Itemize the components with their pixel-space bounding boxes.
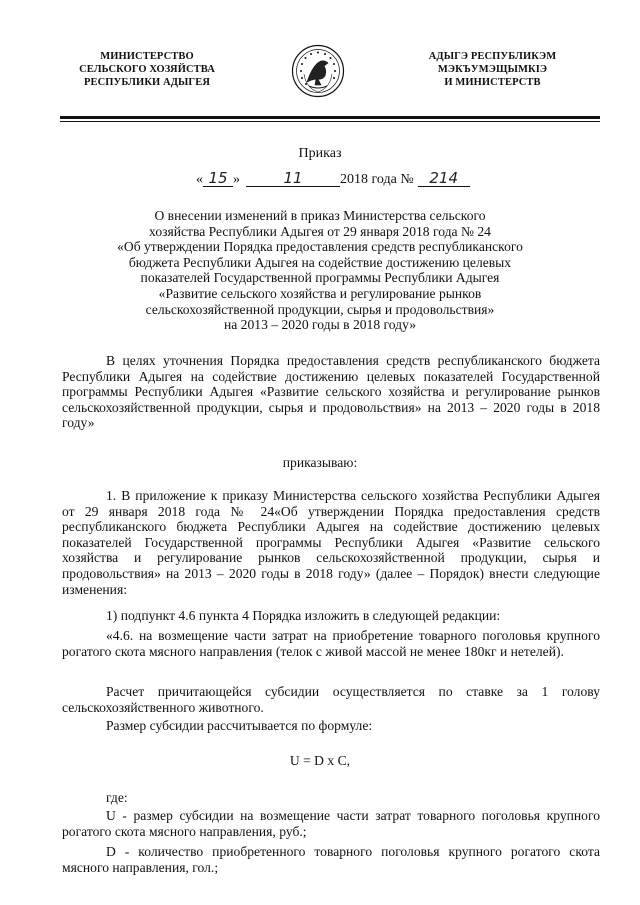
title-line: О внесении изменений в приказ Министерства сельского: [154, 208, 486, 223]
date-open-quote: «: [196, 172, 203, 187]
header-right-line: И МИНИСТЕРСТВ: [444, 77, 541, 88]
document-type: Приказ: [298, 146, 342, 161]
header-divider-thick: [60, 116, 600, 119]
calculation-paragraph: Расчет причитающейся субсидии осуществляется по ставке за 1 голову сельскохозяйственного животного.: [62, 684, 600, 715]
order-day: 15: [203, 170, 233, 187]
header-divider-thin: [60, 121, 600, 122]
ministry-name-adyghe: [405, 50, 580, 89]
title-line: сельскохозяйственной продукции, сырья и продовольствия»: [145, 301, 495, 317]
order-dateline: [196, 170, 470, 188]
definition-u-paragraph: U - размер субсидии на возмещение части затрат товарного поголовья крупного рогатого скота мясного направления, руб.;: [62, 808, 600, 839]
ministry-name-russian: [62, 50, 232, 89]
order-title: [90, 208, 550, 333]
clause-4-6-paragraph: «4.6. на возмещение части затрат на приобретение товарного поголовья крупного рогатого скота мясного направления (телок с живой массой не менее 180кг и нетелей).: [62, 628, 600, 659]
item-1-paragraph: 1. В приложение к приказу Министерства сельского хозяйства Республики Адыгея от 29 января 2018 года № 24«Об утверждении Порядка предоставления средств республиканского бюджета Республики Адыгея на содействие достижению целевых показателей Государственной программы Республики Адыгея «Развитие сельского хозяйства и регулирование рынков сельскохозяйственной продукции, сырья и продовольствия» на 2013 – 2020 годы в 2018 году» (далее – Порядок) внести следующие изменения:: [62, 488, 600, 597]
header-right-line: АДЫГЭ РЕСПУБЛИКЭМ: [428, 51, 557, 62]
order-month: 11: [246, 170, 340, 187]
header-left-line: СЕЛЬСКОГО ХОЗЯЙСТВА: [79, 64, 215, 75]
preamble-paragraph: В целях уточнения Порядка предоставления средств республиканского бюджета Республики Адыгея на содействие достижению целевых показателей Государственной программы Республики Адыгея «Развитие сельского хозяйства и регулирование рынков сельскохозяйственной продукции, сырья и продовольствия» на 2013 – 2020 годы в 2018 году»: [62, 353, 600, 431]
subsidy-formula: U = D x C,: [289, 753, 351, 768]
order-word: приказываю:: [282, 455, 358, 470]
order-year-text: 2018 года №: [340, 172, 414, 187]
header-left-line: МИНИСТЕРСТВО: [100, 51, 194, 62]
title-line: показателей Государственной программы Республики Адыгея: [140, 270, 500, 286]
title-line: бюджета Республики Адыгея на содействие достижению целевых: [128, 254, 512, 270]
definition-d-paragraph: D - количество приобретенного товарного поголовья крупного рогатого скота мясного направления, гол.;: [62, 844, 600, 875]
header-right-line: МЭКЪУМЭЩЫМКIЭ: [437, 64, 548, 75]
date-close-quote: »: [233, 172, 240, 187]
header-left-line: РЕСПУБЛИКИ АДЫГЕЯ: [83, 77, 211, 88]
title-line: «Развитие сельского хозяйства и регулирование рынков: [158, 285, 482, 301]
title-line: «Об утверждении Порядка предоставления средств республиканского: [117, 239, 523, 255]
subitem-1-paragraph: 1) подпункт 4.6 пункта 4 Порядка изложить в следующей редакции:: [106, 608, 501, 623]
title-line: хозяйства Республики Адыгея от 29 января 2018 года № 24: [149, 223, 491, 239]
title-line: на 2013 – 2020 годы в 2018 году»: [223, 317, 417, 333]
coat-of-arms-emblem: [291, 44, 345, 98]
order-number: 214: [418, 170, 470, 187]
where-label: где:: [106, 790, 128, 805]
subsidy-size-paragraph: Размер субсидии рассчитывается по формуле:: [106, 718, 373, 733]
